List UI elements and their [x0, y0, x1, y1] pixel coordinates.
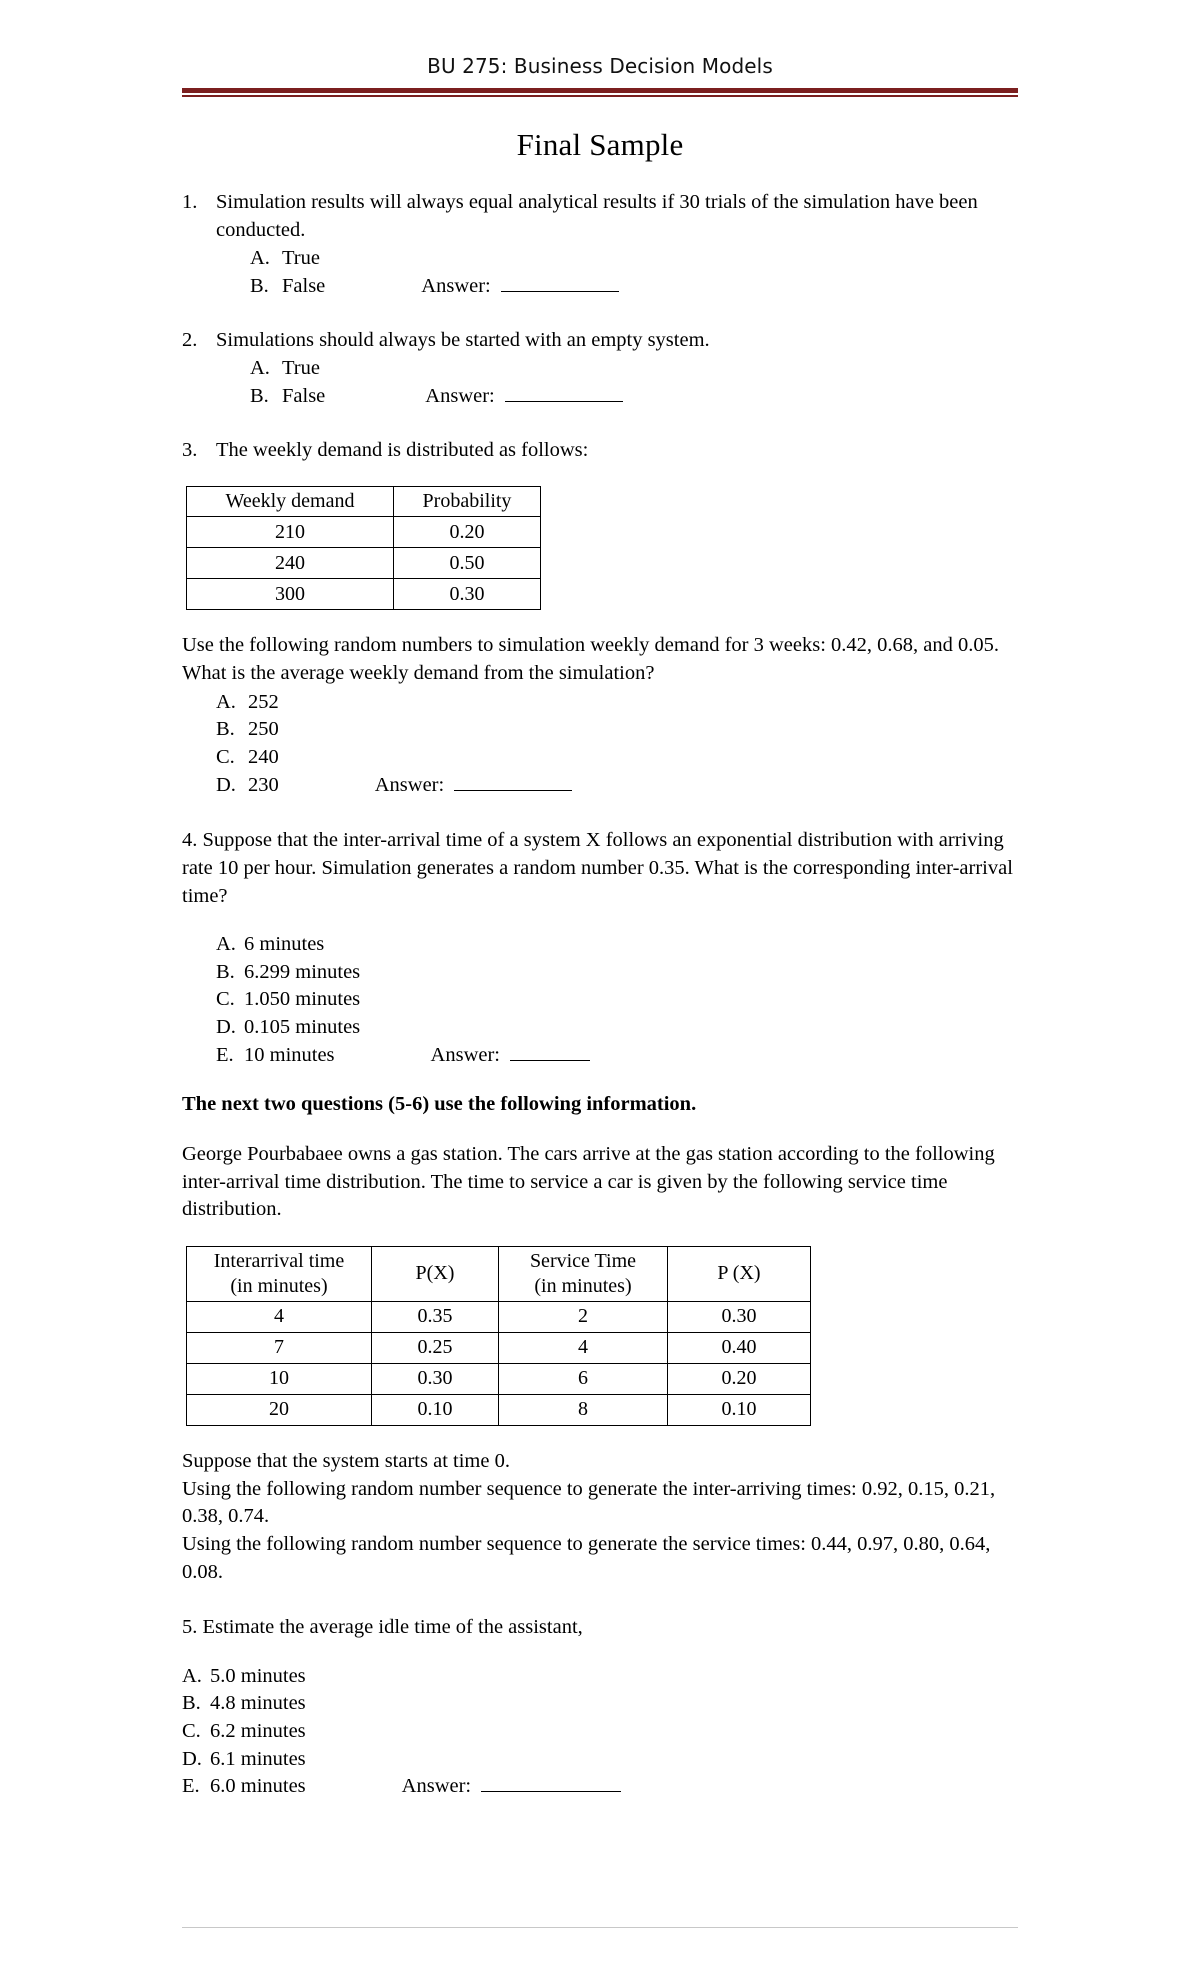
option-letter: A. — [216, 690, 236, 713]
option-item[interactable] — [182, 1773, 1018, 1801]
question-5-options — [182, 1663, 1018, 1801]
cell-px-arrival: 0.30 — [372, 1363, 499, 1394]
option-label: True — [282, 247, 320, 270]
answer-label: Answer: — [430, 1043, 501, 1066]
answer-field[interactable] — [431, 1042, 590, 1070]
answer-label: Answer: — [401, 1775, 472, 1798]
weekly-demand-table — [186, 486, 541, 610]
option-item[interactable] — [250, 273, 1018, 301]
option-label: 1.050 minutes — [244, 988, 361, 1011]
option-item[interactable] — [182, 1746, 1018, 1774]
answer-blank[interactable] — [481, 1774, 621, 1792]
option-letter: D. — [216, 773, 236, 796]
option-label: False — [282, 385, 326, 408]
cell-interarrival: 20 — [187, 1394, 372, 1425]
option-label: 0.105 minutes — [244, 1015, 361, 1038]
option-item[interactable] — [216, 744, 1018, 772]
option-letter: E. — [216, 1043, 234, 1066]
cell-probability: 0.20 — [394, 517, 541, 548]
cell-demand: 210 — [187, 517, 394, 548]
option-letter: E. — [182, 1775, 200, 1798]
option-label: 5.0 minutes — [210, 1664, 306, 1687]
cell-px-arrival: 0.10 — [372, 1394, 499, 1425]
document-body — [182, 189, 1018, 1801]
table-row — [187, 1332, 811, 1363]
cell-px-arrival: 0.35 — [372, 1301, 499, 1332]
column-header-interarrival-time — [187, 1246, 372, 1301]
option-label: True — [282, 357, 320, 380]
question-5-stem — [182, 1614, 1018, 1642]
answer-label: Answer: — [421, 275, 491, 298]
option-letter: D. — [216, 1015, 236, 1038]
option-letter: B. — [250, 385, 269, 408]
cell-demand: 240 — [187, 548, 394, 579]
option-letter: C. — [216, 988, 235, 1011]
option-item[interactable] — [250, 383, 1018, 411]
option-letter: A. — [216, 932, 236, 955]
option-label: 6 minutes — [244, 932, 325, 955]
section-lead: The next two questions (5-6) use the following information. — [182, 1093, 697, 1116]
option-letter: B. — [216, 960, 235, 983]
option-item[interactable] — [250, 355, 1018, 383]
option-label: 240 — [248, 746, 279, 769]
answer-field[interactable] — [425, 383, 622, 411]
option-item[interactable] — [216, 772, 1018, 800]
page-header — [0, 0, 1200, 97]
header-line-2: (in minutes) — [534, 1274, 632, 1297]
table-row — [187, 548, 541, 579]
option-label: 6.1 minutes — [210, 1747, 306, 1770]
option-letter: B. — [182, 1692, 201, 1715]
question-1-stem: Simulation results will always equal analytical results if 30 trials of the simulation have been conducted. — [216, 191, 978, 241]
scenario-paragraph: George Pourbabaee owns a gas station. The cars arrive at the gas station according to the following inter-arrival time distribution. The time to service a car is given by the following service time distribution. — [182, 1142, 995, 1221]
question-3-options — [182, 689, 1018, 800]
question-1-options — [216, 245, 1018, 300]
question-2 — [182, 327, 1018, 411]
answer-label: Answer: — [374, 773, 445, 796]
footer-divider — [182, 1927, 1018, 1928]
question-4-options — [182, 931, 1018, 1069]
option-label: 4.8 minutes — [210, 1692, 306, 1715]
answer-blank[interactable] — [501, 274, 619, 292]
option-label: 6.2 minutes — [210, 1719, 306, 1742]
column-header-px-service: P (X) — [668, 1246, 811, 1301]
option-label: 10 minutes — [244, 1043, 335, 1066]
cell-interarrival: 10 — [187, 1363, 372, 1394]
table-row — [187, 517, 541, 548]
note-line-3: Using the following random number sequence to generate the service times: 0.44, 0.97, 0.80, 0.64, 0.08. — [182, 1532, 991, 1583]
option-item[interactable] — [182, 1718, 1018, 1746]
question-3 — [182, 437, 1018, 465]
option-label: 250 — [248, 718, 279, 741]
option-letter: D. — [182, 1747, 202, 1770]
cell-px-arrival: 0.25 — [372, 1332, 499, 1363]
option-label: False — [282, 275, 326, 298]
cell-px-service: 0.30 — [668, 1301, 811, 1332]
header-rule-thin — [182, 95, 1018, 97]
question-4-text: Suppose that the inter-arrival time of a system X follows an exponential distribution with arriving rate 10 per hour. Simulation generates a random number 0.35. What is the corresponding inter-arrival time? — [182, 829, 1013, 907]
table-header-row — [187, 1246, 811, 1301]
table-row — [187, 1394, 811, 1425]
option-label: 6.299 minutes — [244, 960, 361, 983]
cell-service: 2 — [499, 1301, 668, 1332]
cell-service: 6 — [499, 1363, 668, 1394]
cell-service: 8 — [499, 1394, 668, 1425]
table-row — [187, 1301, 811, 1332]
cell-service: 4 — [499, 1332, 668, 1363]
column-header-px-arrival: P(X) — [372, 1246, 499, 1301]
header-rule — [182, 88, 1018, 97]
cell-px-service: 0.40 — [668, 1332, 811, 1363]
answer-blank[interactable] — [510, 1042, 590, 1060]
option-letter: A. — [250, 247, 270, 270]
question-4-number: 4. — [182, 829, 198, 852]
option-item[interactable] — [216, 689, 1018, 717]
page-title: Final Sample — [516, 127, 684, 162]
option-letter: B. — [250, 275, 269, 298]
header-line-1: Interarrival time — [213, 1249, 345, 1272]
interarrival-service-table — [186, 1246, 811, 1426]
option-letter: B. — [216, 718, 235, 741]
cell-demand: 300 — [187, 579, 394, 610]
option-letter: C. — [216, 746, 235, 769]
option-item[interactable] — [216, 986, 1018, 1014]
header-line-2: (in minutes) — [230, 1274, 328, 1297]
answer-blank[interactable] — [454, 772, 572, 790]
course-title: BU 275: Business Decision Models — [427, 54, 773, 78]
table-header-row — [187, 487, 541, 517]
answer-blank[interactable] — [505, 384, 623, 402]
option-item[interactable] — [216, 716, 1018, 744]
option-item[interactable] — [216, 959, 1018, 987]
question-2-stem: Simulations should always be started with an empty system. — [216, 328, 710, 351]
answer-label: Answer: — [425, 385, 495, 408]
option-letter: A. — [250, 357, 270, 380]
header-line-1: Service Time — [529, 1249, 637, 1272]
option-item[interactable] — [250, 245, 1018, 273]
column-header-weekly-demand: Weekly demand — [187, 487, 394, 517]
question-3-number: 3. — [182, 438, 198, 461]
cell-px-service: 0.20 — [668, 1363, 811, 1394]
option-letter: A. — [182, 1664, 202, 1687]
option-label: 252 — [248, 690, 279, 713]
option-item[interactable] — [182, 1690, 1018, 1718]
note-line-2: Using the following random number sequence to generate the inter-arriving times: 0.92, 0.15, 0.21, 0.38, 0.74. — [182, 1477, 996, 1528]
cell-interarrival: 4 — [187, 1301, 372, 1332]
cell-probability: 0.30 — [394, 579, 541, 610]
note-line-1: Suppose that the system starts at time 0. — [182, 1449, 510, 1472]
table-row — [187, 1363, 811, 1394]
simulation-notes — [182, 1448, 1018, 1586]
question-1-number: 1. — [182, 191, 198, 213]
cell-probability: 0.50 — [394, 548, 541, 579]
option-label: 230 — [248, 773, 279, 796]
option-letter: C. — [182, 1719, 201, 1742]
option-item[interactable] — [182, 1663, 1018, 1691]
question-3-body: Use the following random numbers to simulation weekly demand for 3 weeks: 0.42, 0.68, and 0.05. What is the average weekly demand from the simulation? — [182, 634, 1000, 685]
answer-field[interactable] — [421, 273, 618, 301]
option-item[interactable] — [216, 1014, 1018, 1042]
question-4-stem — [182, 827, 1018, 910]
column-header-service-time — [499, 1246, 668, 1301]
answer-field[interactable] — [402, 1773, 621, 1801]
column-header-probability: Probability — [394, 487, 541, 517]
question-2-number: 2. — [182, 328, 198, 351]
option-item[interactable] — [216, 931, 1018, 959]
option-label: 6.0 minutes — [210, 1775, 306, 1798]
table-row — [187, 579, 541, 610]
option-item[interactable] — [216, 1042, 1018, 1070]
question-5-text: Estimate the average idle time of the assistant, — [202, 1616, 583, 1639]
question-2-options — [216, 355, 1018, 410]
question-1 — [182, 189, 1018, 301]
cell-interarrival: 7 — [187, 1332, 372, 1363]
question-3-stem: The weekly demand is distributed as follows: — [216, 438, 589, 461]
answer-field[interactable] — [375, 772, 572, 800]
cell-px-service: 0.10 — [668, 1394, 811, 1425]
question-5-number: 5. — [182, 1616, 198, 1639]
